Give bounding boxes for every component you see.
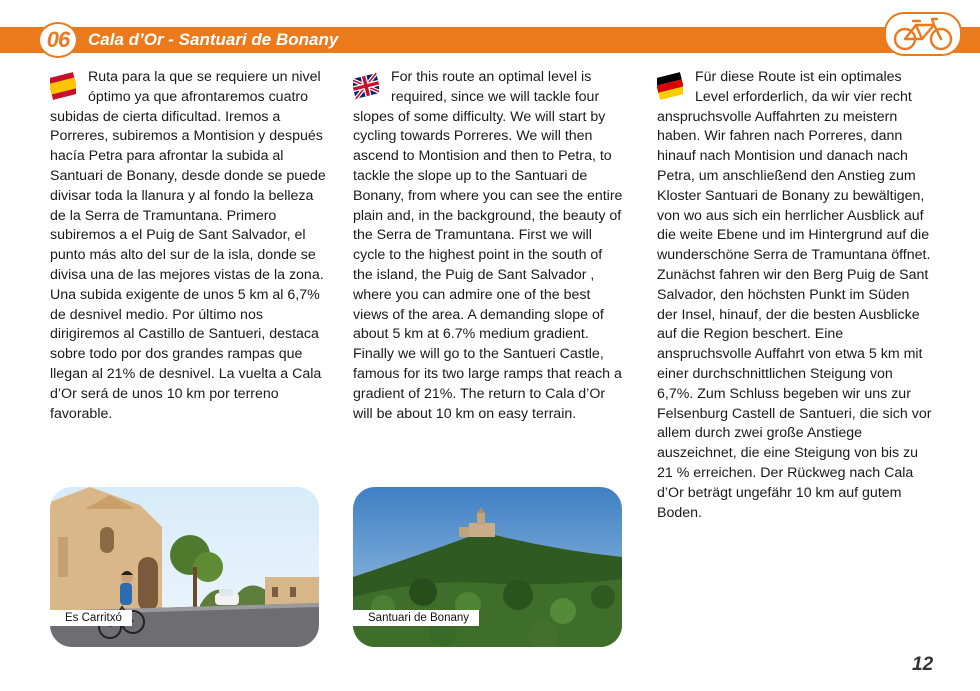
spanish-text: Ruta para la que se requiere un nivel óptimo ya que afrontaremos cuatro subidas de cierta dificultad. Iremos a Porreres, subiremos a Montision y después hacía Petra para afrontar la subida al Santuari de Bonany, desde donde se puede divisar toda la llanura y al fondo la belleza de la Serra de Tramuntana. Primero subiremos a el Puig de Sant Salvador, el punto más alto del sur de la isla, donde se divisa una de las mejores vistas de la zona. Una subida exigente de unos 5 km al 6,7% de desnivel medio. Por último nos dirigiremos al Castillo de Santueri, destaca sobre todo por dos grandes rampas que llegan al 21% de desnivel. La vuelta a Cala d’Or será de unos 10 km por terreno favorable. xyxy=(50,69,326,422)
photo-caption: Es Carritxó xyxy=(50,610,132,626)
spanish-column xyxy=(50,68,326,424)
german-text: Für diese Route ist ein optimales Level erforderlich, da wir vier recht anspruchsvolle Auffahrten zu meistern haben. Wir fahren nach Porreres, dann hinauf nach Montision und danach nach Petra, um anschließend den Anstieg zum Kloster Santuari de Bonany zu bewältigen, von wo aus sich ein herrlicher Ausblick auf die weite Ebene und im Hintergrund auf die wunderschöne Serra de Tramuntana öffnet. Zunächst fahren wir den Berg Puig de Sant Salvador, den höchsten Punkt im Süden der Insel, hinauf, der die besten Ausblicke auf die Region beschert. Eine anspruchsvolle Auffahrt von etwa 5 km mit einer durchschnittlichen Steigung von 6,7%. Zum Schluss begeben wir uns zur Felsenburg Castell de Santueri, die sich vor allem durch zwei große Anstiege auszeichnet, die eine Steigung von bis zu 21 % erreichen. Der Rückweg nach Cala d’Or beträgt ungefähr 10 km auf gutem Boden. xyxy=(657,69,932,521)
bicycle-icon xyxy=(884,12,962,56)
photo-santuari-de-bonany xyxy=(353,487,622,647)
page-number: 12 xyxy=(912,654,934,675)
english-column xyxy=(353,68,625,424)
german-column xyxy=(657,68,933,523)
spain-flag-icon xyxy=(50,70,76,102)
uk-flag-icon xyxy=(353,70,379,102)
route-number: 06 xyxy=(46,27,70,52)
germany-flag-icon xyxy=(657,70,683,102)
route-number-badge xyxy=(38,22,78,58)
english-text: For this route an optimal level is required, since we will tackle four slopes of some difficulty. We will start by cycling towards Porreres. We will then ascend to Montision and then to Petra, to tackle the slope up to the Santuari de Bonany, from where you can see the entire plain and, in the background, the beauty of the Serra de Tramuntana. First we will cycle to the highest point in the south of the island, the Puig de Sant Salvador , where you can admire one of the best views of the area. A demanding slope of about 5 km at 6.7% medium gradient. Finally we will go to the Santueri Castle, famous for its two large ramps that reach a gradient of 21%. The return to Cala d’Or will be about 10 km on easy terrain. xyxy=(353,69,623,422)
photo-es-carritxo xyxy=(50,487,319,647)
photo-caption: Santuari de Bonany xyxy=(353,610,479,626)
route-title: Cala d’Or - Santuari de Bonany xyxy=(88,30,339,49)
